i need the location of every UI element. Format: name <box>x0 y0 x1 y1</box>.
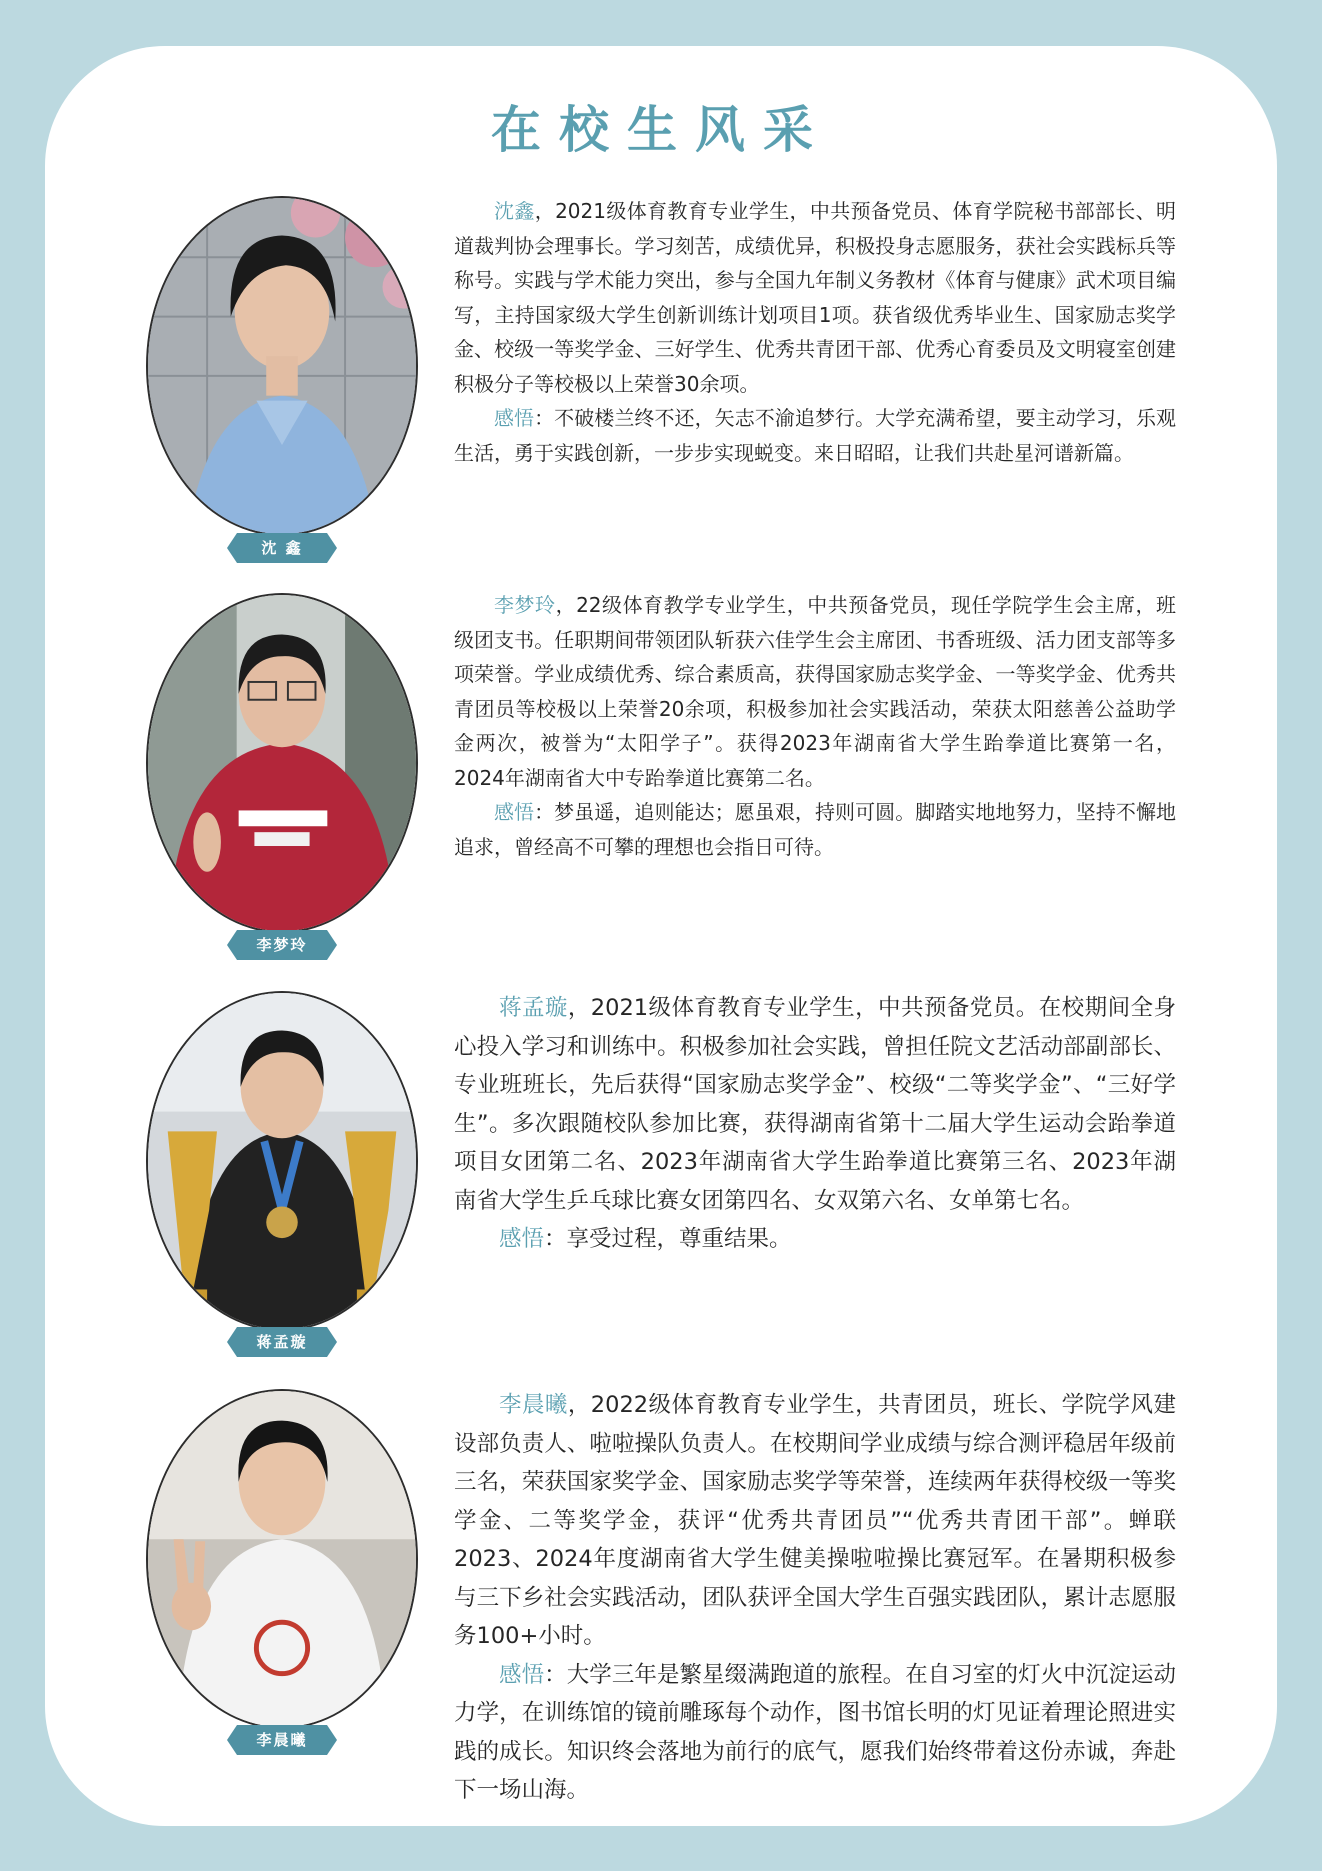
insight-label: 感悟 <box>499 1226 545 1252</box>
insight-label: 感悟 <box>499 1661 545 1688</box>
student-name: 蒋孟璇 <box>499 995 568 1021</box>
insight-text: ：不破楼兰终不还，矢志不渝追梦行。大学充满希望，要主动学习，乐观生活，勇于实践创新，一步步实现蜕变。来日昭昭，让我们共赴星河谱新篇。 <box>454 406 1177 465</box>
bio-text: ，2021级体育教育专业学生，中共预备党员、体育学院秘书部部长、明道裁判协会理事长。学习刻苦，成绩优异，积极投身志愿服务，获社会实践标兵等称号。实践与学术能力突出，参与全国九年制义务教材《体育与健康》武术项目编写，主持国家级大学生创新训练计划项目1项。获省级优秀毕业生、国家励志奖学金、校级一等奖学金、三好学生、优秀共青团干部、优秀心育委员及文明寝室创建积极分子等校极以上荣誉30余项。 <box>454 199 1176 396</box>
portrait-photo <box>146 196 418 536</box>
bio-text: ，2022级体育教育专业学生，共青团员，班长、学院学风建设部负责人、啦啦操队负责人。在校期间学业成绩与综合测评稳居年级前三名，荣获国家奖学金、国家励志奖学等荣誉，连续两年获得校级一等奖学金、二等奖学金，获评“优秀共青团员”“优秀共青团干部”。蝉联2023、2024年度湖南省大学生健美操啦啦操比赛冠军。在暑期积极参与三下乡社会实践活动，团队获评全国大学生百强实践团队，累计志愿服务100+小时。 <box>454 1392 1176 1649</box>
bio-text: ，22级体育教学专业学生，中共预备党员，现任学院学生会主席，班级团支书。任职期间带领团队斩获六佳学生会主席团、书香班级、活力团支部等多项荣誉。学业成绩优秀、综合素质高，获得国家励志奖学金、一等奖学金、优秀共青团员等校极以上荣誉20余项，积极参加社会实践活动，荣获太阳慈善公益助学金两次，被誉为“太阳学子”。获得2023年湖南省大学生跆拳道比赛第一名，2024年湖南省大中专跆拳道比赛第二名。 <box>454 593 1177 790</box>
page-title: 在校生风采 <box>491 101 831 159</box>
insight-text: ：大学三年是繁星缀满跑道的旅程。在自习室的灯火中沉淀运动力学，在训练馆的镜前雕琢每个动作，图书馆长明的灯见证着理论照进实践的成长。知识终会落地为前行的底气，愿我们始终带着这份赤诚，奔赴下一场山海。 <box>454 1661 1176 1803</box>
student-bio <box>454 588 1176 864</box>
name-tag: 沈 鑫 <box>237 533 327 563</box>
insight-text: ：享受过程，尊重结果。 <box>544 1226 792 1252</box>
insight-text: ：梦虽遥，追则能达；愿虽艰，持则可圆。脚踏实地地努力，坚持不懈地追求，曾经高不可攀的理想也会指日可待。 <box>454 800 1177 859</box>
name-tag: 蒋孟璇 <box>237 1327 327 1357</box>
portrait-photo <box>146 991 418 1331</box>
student-name: 李晨曦 <box>499 1392 568 1418</box>
bio-text: ，2021级体育教育专业学生，中共预备党员。在校期间全身心投入学习和训练中。积极参加社会实践，曾担任院文艺活动部副部长、专业班班长，先后获得“国家励志奖学金”、校级“二等奖学金”、“三好学生”。多次跟随校队参加比赛，获得湖南省第十二届大学生运动会跆拳道项目女团第二名、2023年湖南省大学生跆拳道比赛第三名、2023年湖南省大学生乒乓球比赛女团第四名、女双第六名、女单第七名。 <box>454 995 1176 1214</box>
portrait-photo <box>146 593 418 933</box>
student-name: 沈鑫 <box>494 199 535 223</box>
insight-label: 感悟 <box>494 406 535 430</box>
name-tag: 李梦玲 <box>237 930 327 960</box>
portrait-photo <box>146 1389 418 1729</box>
student-bio <box>454 194 1176 470</box>
student-name: 李梦玲 <box>494 593 556 617</box>
insight-label: 感悟 <box>494 800 535 824</box>
student-bio <box>454 1386 1176 1810</box>
student-bio <box>454 989 1176 1259</box>
name-tag: 李晨曦 <box>237 1725 327 1755</box>
